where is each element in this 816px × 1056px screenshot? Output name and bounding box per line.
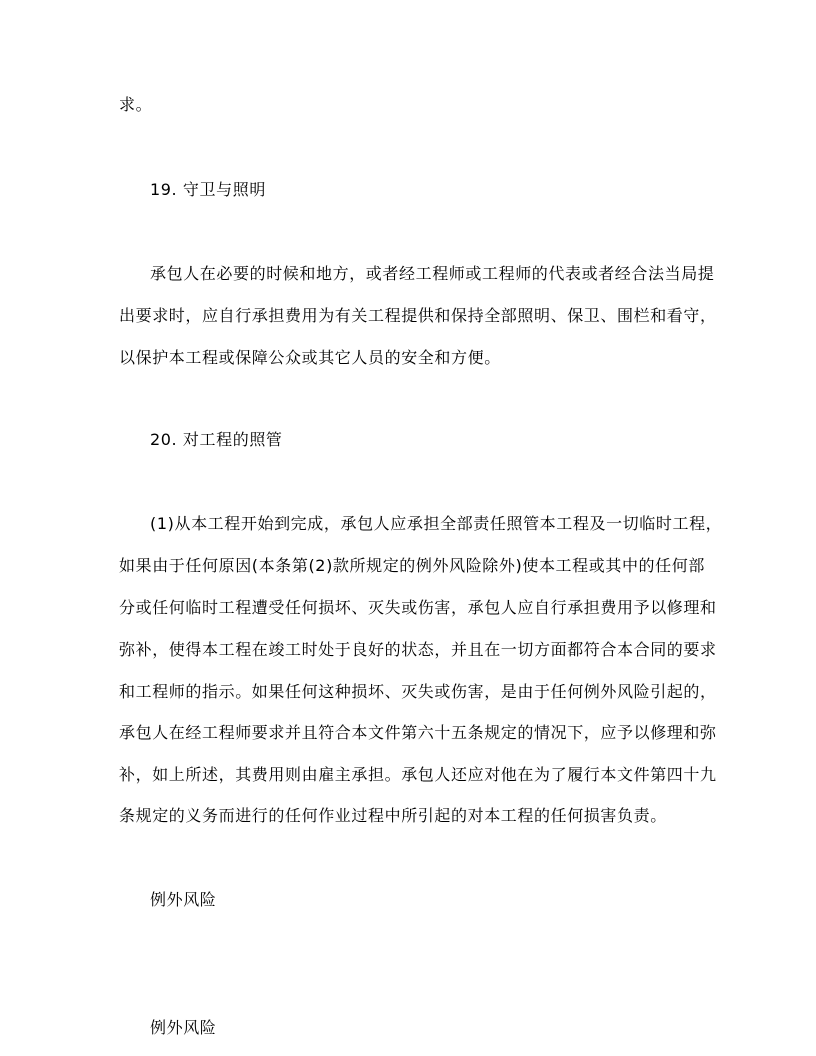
paragraph-line: 承包人在必要的时候和地方，或者经工程师或工程师的代表或者经合法当局提 — [150, 264, 715, 283]
paragraph-line: 条规定的义务而进行的任何作业过程中所引起的对本工程的任何损害负责。 — [119, 806, 667, 825]
paragraph-line: 如果由于任何原因(本条第(2)款所规定的例外风险除外)使本工程或其中的任何部 — [119, 556, 705, 575]
paragraph-line: 以保护本工程或保障公众或其它人员的安全和方便。 — [119, 348, 501, 367]
subheading: 例外风险 — [150, 1018, 217, 1037]
subheading: 例外风险 — [150, 890, 217, 909]
paragraph-line: 弥补，使得本工程在竣工时处于良好的状态，并且在一切方面都符合本合同的要求 — [119, 640, 717, 659]
section-heading-20: 20. 对工程的照管 — [150, 430, 283, 449]
text-line: 求。 — [119, 95, 153, 114]
paragraph-line: 出要求时，应自行承担费用为有关工程提供和保持全部照明、保卫、围栏和看守， — [119, 306, 717, 325]
paragraph-line: 分或任何临时工程遭受任何损坏、灭失或伤害，承包人应自行承担费用予以修理和 — [119, 598, 717, 617]
paragraph-line: 补，如上所述，其费用则由雇主承担。承包人还应对他在为了履行本文件第四十九 — [119, 765, 717, 784]
paragraph-line: 和工程师的指示。如果任何这种损坏、灭失或伤害，是由于任何例外风险引起的， — [119, 682, 717, 701]
paragraph-line: 承包人在经工程师要求并且符合本文件第六十五条规定的情况下，应予以修理和弥 — [119, 723, 717, 742]
section-heading-19: 19. 守卫与照明 — [150, 180, 266, 199]
paragraph-line: (1)从本工程开始到完成，承包人应承担全部责任照管本工程及一切临时工程， — [150, 514, 723, 533]
